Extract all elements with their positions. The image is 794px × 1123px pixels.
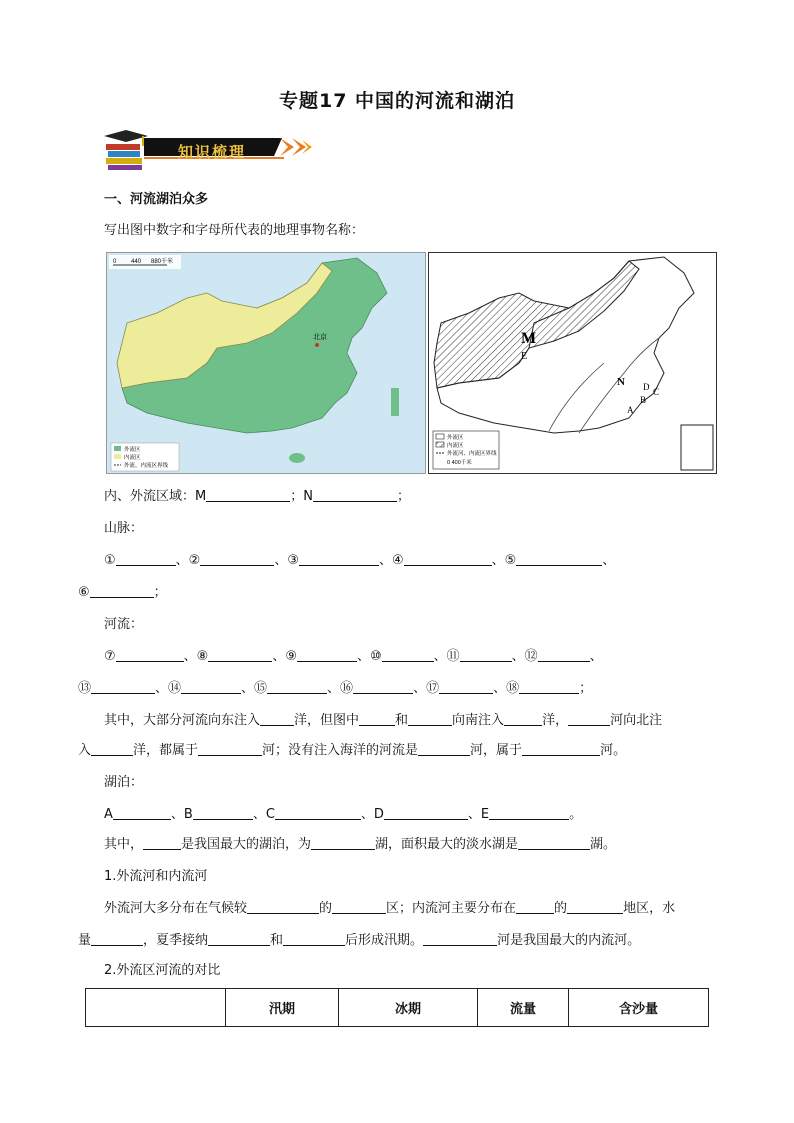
blank-mountain-2[interactable] (200, 553, 274, 566)
blank-freshwater-lake[interactable] (518, 837, 590, 850)
subheading-1: 1.外流河和内流河 (104, 869, 208, 884)
paragraph-3a: 外流河大多分布在气候较 的 区；内流河主要分布在 的 地区，水 (104, 901, 676, 916)
blank-source-2[interactable] (283, 933, 345, 946)
blank-type-3[interactable] (522, 743, 600, 756)
blank-river-10[interactable] (382, 649, 434, 662)
knowledge-banner (104, 124, 314, 172)
blank-lake-type[interactable] (311, 837, 375, 850)
table-header-flow: 流量 (478, 989, 569, 1027)
blank-ocean-1[interactable] (260, 713, 294, 726)
blank-mountain-1[interactable] (116, 553, 176, 566)
blank-river-a[interactable] (359, 713, 395, 726)
place-beijing: 北京 (313, 334, 327, 341)
blank-river-8[interactable] (208, 649, 272, 662)
blank-river-9[interactable] (297, 649, 357, 662)
blank-area[interactable] (567, 901, 623, 914)
blank-river-17[interactable] (439, 681, 493, 694)
blank-river-15[interactable] (267, 681, 327, 694)
lakes-row: A 、B 、C 、D 、E 。 (104, 807, 583, 822)
blank-ocean-2[interactable] (504, 713, 542, 726)
mountains-row1: ① 、② 、③ 、④ 、⑤ 、 (104, 553, 616, 568)
blank-M[interactable] (206, 489, 290, 502)
blank-type-2[interactable] (418, 743, 470, 756)
blank-river-16[interactable] (353, 681, 413, 694)
blank-zone[interactable] (332, 901, 386, 914)
blank-ocean-3[interactable] (91, 743, 133, 756)
legend2-scale: 0 400千米 (447, 460, 472, 466)
paragraph-1a: 其中，大部分河流向东注入 洋，但图中 和 向南注入 洋， 河向北注 (104, 713, 663, 728)
blank-lake-D[interactable] (384, 807, 468, 820)
blank-river-c[interactable] (568, 713, 610, 726)
subheading-2: 2.外流区河流的对比 (104, 963, 221, 978)
blank-inland[interactable] (516, 901, 554, 914)
scale-label-0: 0 (113, 259, 117, 265)
legend-outflow: 外流区 (124, 447, 141, 453)
rivers-row2: ⑬ 、⑭ 、⑮ 、⑯ 、⑰ 、⑱ ； (78, 681, 593, 696)
blank-mountain-6[interactable] (90, 585, 154, 598)
blank-largest-inland[interactable] (423, 933, 497, 946)
legend2-boundary: 外流河、内流区界线 (447, 451, 497, 457)
paragraph-2: 其中， 是我国最大的湖泊，为 湖，面积最大的淡水湖是 湖。 (104, 837, 617, 852)
rivers-label: 河流： (104, 617, 144, 632)
table-header-sediment: 含沙量 (569, 989, 709, 1027)
label-C: C (653, 387, 660, 397)
paragraph-3b: 量 ，夏季接纳 和 后形成汛期。 河是我国最大的内流河。 (78, 933, 641, 948)
label-E: E (521, 351, 528, 362)
blank-lake-C[interactable] (275, 807, 361, 820)
blank-lake-E[interactable] (489, 807, 569, 820)
label-A: A (627, 405, 634, 415)
mountains-row2: ⑥ ； (78, 585, 167, 600)
blank-river-12[interactable] (538, 649, 590, 662)
blank-biggest-lake[interactable] (143, 837, 181, 850)
banner-label: 知识梳理 (178, 143, 247, 161)
map-graphic (107, 253, 425, 473)
label-M: M (521, 330, 537, 347)
lakes-label: 湖泊： (104, 775, 144, 790)
table-header-ice: 冰期 (339, 989, 478, 1027)
legend-inflow: 内流区 (124, 455, 141, 461)
blank-river-b[interactable] (408, 713, 452, 726)
china-drainage-map-outline (428, 252, 717, 474)
rivers-row1: ⑦ 、⑧ 、⑨ 、⑩ 、⑪ 、⑫ 、 (104, 649, 603, 664)
table-header-row (86, 989, 709, 1027)
paragraph-1b: 入 洋，都属于 河；没有注入海洋的河流是 河，属于 河。 (78, 743, 627, 758)
blank-river-13[interactable] (91, 681, 155, 694)
blank-mountain-4[interactable] (404, 553, 492, 566)
legend2-outflow: 外流区 (447, 435, 464, 441)
region-line: 内、外流区域：M ；N ； (104, 489, 410, 504)
blank-river-7[interactable] (116, 649, 184, 662)
blank-lake-A[interactable] (113, 807, 171, 820)
label-N: N (617, 376, 625, 388)
table-header-cell (86, 989, 226, 1027)
label-D: D (643, 382, 650, 392)
blank-type-1[interactable] (198, 743, 262, 756)
page-title: 专题17 中国的河流和湖泊 (278, 90, 516, 112)
blank-lake-B[interactable] (193, 807, 253, 820)
table-header-flood: 汛期 (226, 989, 339, 1027)
comparison-table (85, 988, 709, 1027)
blank-river-11[interactable] (460, 649, 512, 662)
blank-climate[interactable] (247, 901, 319, 914)
label-B: B (640, 395, 647, 405)
china-drainage-map-color (106, 252, 426, 474)
blank-river-14[interactable] (181, 681, 241, 694)
outline-map-graphic (429, 253, 716, 473)
blank-mountain-5[interactable] (516, 553, 602, 566)
legend2-inflow: 内流区 (447, 443, 464, 449)
legend-boundary: 外流、内流区界线 (124, 463, 169, 469)
scale-label-880: 880千米 (151, 259, 174, 265)
blank-source-1[interactable] (208, 933, 270, 946)
scale-label-440: 440 (131, 259, 142, 265)
blank-river-18[interactable] (519, 681, 579, 694)
blank-mountain-3[interactable] (299, 553, 379, 566)
instruction-text: 写出图中数字和字母所代表的地理事物名称： (104, 223, 365, 238)
blank-N[interactable] (313, 489, 397, 502)
blank-volume[interactable] (91, 933, 143, 946)
mountains-label: 山脉： (104, 521, 144, 536)
section-heading: 一、河流湖泊众多 (104, 192, 209, 207)
